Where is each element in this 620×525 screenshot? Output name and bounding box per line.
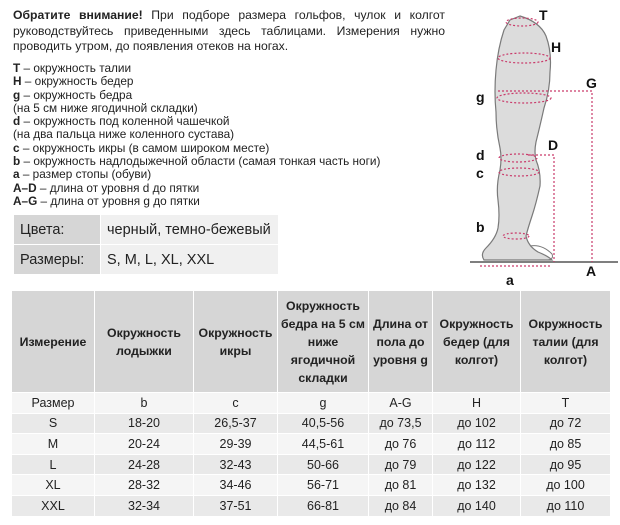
legend-line: (на 5 см ниже ягодичной складки) [13, 100, 198, 115]
header-hips: Окружность бедер (для колгот) [433, 291, 521, 393]
label-T: T [539, 7, 548, 23]
table-cell: A-G [369, 393, 433, 414]
label-c: c [476, 165, 484, 181]
table-cell: 44,5-61 [278, 434, 369, 455]
table-cell: до 72 [521, 413, 611, 434]
table-cell: XL [12, 475, 95, 496]
intro-paragraph [13, 8, 445, 55]
table-cell: до 140 [433, 495, 521, 516]
colors-value: черный, темно-бежевый [101, 215, 279, 245]
table-cell: b [95, 393, 194, 414]
table-cell: Размер [12, 393, 95, 414]
table-cell: 37-51 [194, 495, 278, 516]
sizes-label: Размеры: [14, 245, 101, 275]
legend-line: a – размер стопы (обуви) [13, 167, 152, 182]
table-cell: c [194, 393, 278, 414]
table-cell: до 122 [433, 454, 521, 475]
label-a: a [506, 272, 514, 288]
table-cell: 50-66 [278, 454, 369, 475]
table-cell: XXL [12, 495, 95, 516]
legend-line: d – окружность под коленной чашечкой [13, 114, 230, 129]
header-ankle: Окружность лодыжки [95, 291, 194, 393]
table-cell: до 85 [521, 434, 611, 455]
table-cell: S [12, 413, 95, 434]
table-row [12, 475, 611, 496]
size-table [11, 290, 611, 517]
table-cell: до 81 [369, 475, 433, 496]
table-cell: M [12, 434, 95, 455]
label-g: g [476, 89, 485, 105]
intro-text: При подборе размера гольфов, чулок и колгот руководствуйтесь приведенными здесь таблицами. Измерения нужно проводить утром, до появления отеков на ногах. [13, 8, 445, 53]
table-row [12, 413, 611, 434]
product-properties [13, 214, 279, 275]
header-waist: Окружность талии (для колгот) [521, 291, 611, 393]
label-A: A [586, 263, 597, 279]
legend-line: b – окружность надлодыжечной области (самая тонкая часть ноги) [13, 154, 381, 169]
label-H: H [551, 39, 562, 55]
label-d: d [476, 147, 485, 163]
table-cell: 29-39 [194, 434, 278, 455]
table-cell: 56-71 [278, 475, 369, 496]
table-cell: L [12, 454, 95, 475]
label-b: b [476, 219, 485, 235]
table-cell: 32-43 [194, 454, 278, 475]
sizes-value: S, M, L, XL, XXL [101, 245, 279, 275]
colors-row [14, 215, 279, 245]
header-length: Длина от пола до уровня g [369, 291, 433, 393]
table-cell: 24-28 [95, 454, 194, 475]
table-row [12, 495, 611, 516]
measurement-legend [13, 62, 458, 208]
size-table-header-row [12, 291, 611, 393]
table-cell: 18-20 [95, 413, 194, 434]
table-cell: 26,5-37 [194, 413, 278, 434]
header-measurement: Измерение [12, 291, 95, 393]
table-cell: 20-24 [95, 434, 194, 455]
table-row [12, 434, 611, 455]
attention-lead: Обратите внимание! [13, 8, 143, 22]
table-cell: 34-46 [194, 475, 278, 496]
table-cell: до 76 [369, 434, 433, 455]
legend-line: A–G – длина от уровня g до пятки [13, 193, 200, 208]
legend-line: c – окружность икры (в самом широком месте) [13, 140, 270, 155]
legend-line: (на два пальца ниже коленного сустава) [13, 127, 235, 142]
table-cell: 66-81 [278, 495, 369, 516]
table-cell: T [521, 393, 611, 414]
table-cell: до 112 [433, 434, 521, 455]
sizes-row [14, 245, 279, 275]
header-calf: Окружность икры [194, 291, 278, 393]
table-cell: 32-34 [95, 495, 194, 516]
header-thigh: Окружность бедра на 5 см ниже ягодичной складки [278, 291, 369, 393]
legend-line: T – окружность талии [13, 61, 132, 75]
legend-line: A–D – длина от уровня d до пятки [13, 180, 200, 195]
label-D: D [548, 137, 559, 153]
table-cell: до 132 [433, 475, 521, 496]
legend-line: g – окружность бедра [13, 87, 133, 102]
colors-label: Цвета: [14, 215, 101, 245]
table-cell: до 73,5 [369, 413, 433, 434]
leg-silhouette-icon [482, 16, 552, 260]
table-cell: до 102 [433, 413, 521, 434]
leg-measurement-diagram [468, 0, 620, 292]
table-cell: 40,5-56 [278, 413, 369, 434]
label-G: G [586, 75, 597, 91]
table-cell: 28-32 [95, 475, 194, 496]
table-cell: до 100 [521, 475, 611, 496]
table-cell: g [278, 393, 369, 414]
table-cell: до 95 [521, 454, 611, 475]
table-cell: до 79 [369, 454, 433, 475]
table-cell: до 84 [369, 495, 433, 516]
table-row [12, 454, 611, 475]
table-row [12, 393, 611, 414]
table-cell: до 110 [521, 495, 611, 516]
legend-line: H – окружность бедер [13, 74, 134, 89]
table-cell: H [433, 393, 521, 414]
